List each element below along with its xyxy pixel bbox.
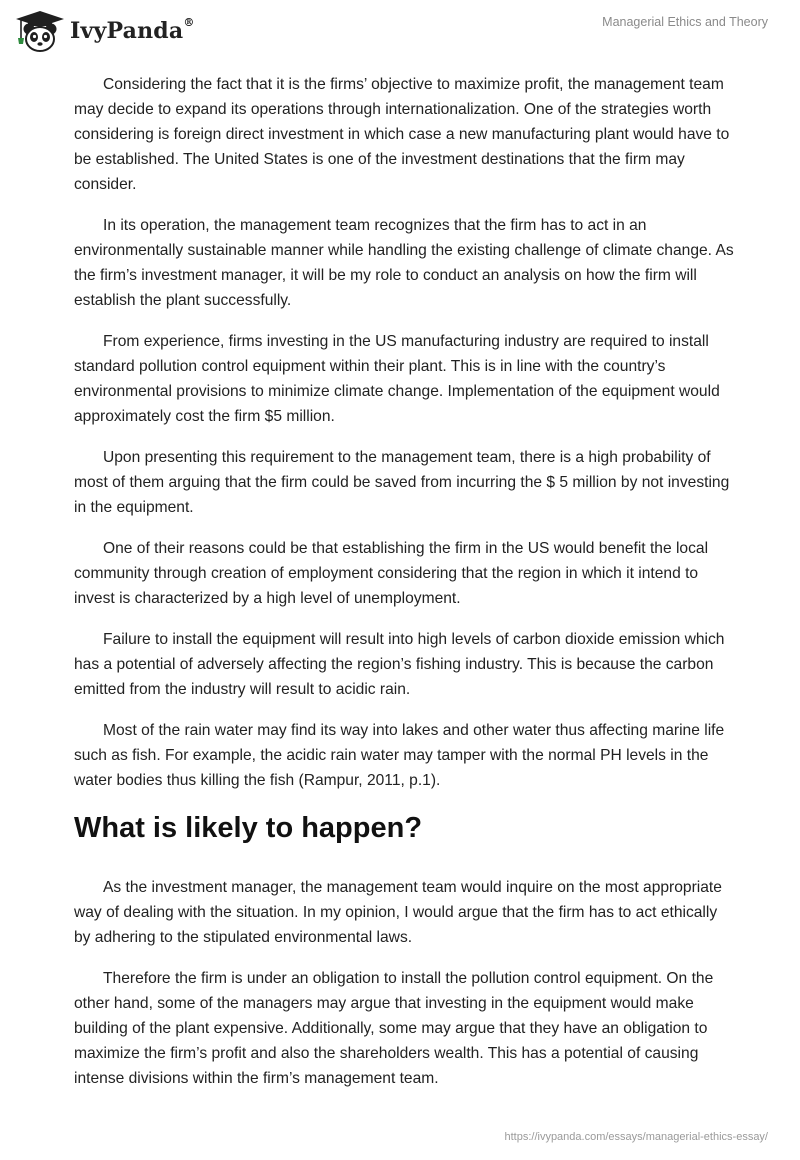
paragraph: Most of the rain water may find its way into lakes and other water thus affecting marine life such as fish. For example, the acidic rain water may tamper with the normal PH levels in the water bodies thus killing the fish (Rampur, 2011, p.1). <box>74 722 725 789</box>
paragraph: One of their reasons could be that establishing the firm in the US would benefit the local community through creation of employment considering that the region in which it intend to invest is characterized by a high level of unemployment. <box>74 540 709 607</box>
essay-body <box>74 72 734 1107</box>
page-header <box>0 0 800 70</box>
registered-mark: ® <box>183 16 195 29</box>
paragraph: As the investment manager, the management team would inquire on the most appropriate way of dealing with the situation. In my opinion, I would argue that the firm has to act ethically by adhering to the stipulated environmental laws. <box>74 879 722 946</box>
paragraph: Upon presenting this requirement to the management team, there is a high probability of most of them arguing that the firm could be saved from incurring the $ 5 million by not investing in the equipment. <box>74 449 730 516</box>
document-title: Managerial Ethics and Theory <box>602 15 768 29</box>
panda-graduate-icon <box>14 10 66 52</box>
paragraph: Considering the fact that it is the firms’ objective to maximize profit, the management team may decide to expand its operations through internationalization. One of the strategies worth considering is foreign direct investment in which case a new manufacturing plant would have to be established. The United States is one of the investment destinations that the firm may consider. <box>74 76 730 193</box>
source-url[interactable]: https://ivypanda.com/essays/managerial-ethics-essay/ <box>504 1131 768 1143</box>
section-heading: What is likely to happen? <box>74 812 423 844</box>
paragraph: In its operation, the management team recognizes that the firm has to act in an environmentally sustainable manner while handling the existing challenge of climate change. As the firm’s investment manager, it will be my role to conduct an analysis on how the firm will establish the plant successfully. <box>74 217 734 309</box>
brand-name-text: IvyPanda <box>70 18 184 44</box>
paragraph: Failure to install the equipment will result into high levels of carbon dioxide emission which has a potential of adversely affecting the region’s fishing industry. This is because the carbon emitted from the industry will result to acidic rain. <box>74 631 725 698</box>
brand-name <box>70 18 195 44</box>
brand-logo[interactable] <box>14 10 195 52</box>
paragraph: From experience, firms investing in the US manufacturing industry are required to install standard pollution control equipment within their plant. This is in line with the country’s environmental provisions to minimize climate change. Implementation of the equipment would approximately cost the firm $5 million. <box>74 333 720 425</box>
paragraph: Therefore the firm is under an obligation to install the pollution control equipment. On the other hand, some of the managers may argue that investing in the equipment would make building of the plant expensive. Additionally, some may argue that they have an obligation to maximize the firm’s profit and also the shareholders wealth. This has a potential of causing intense divisions within the firm’s management team. <box>74 970 714 1087</box>
